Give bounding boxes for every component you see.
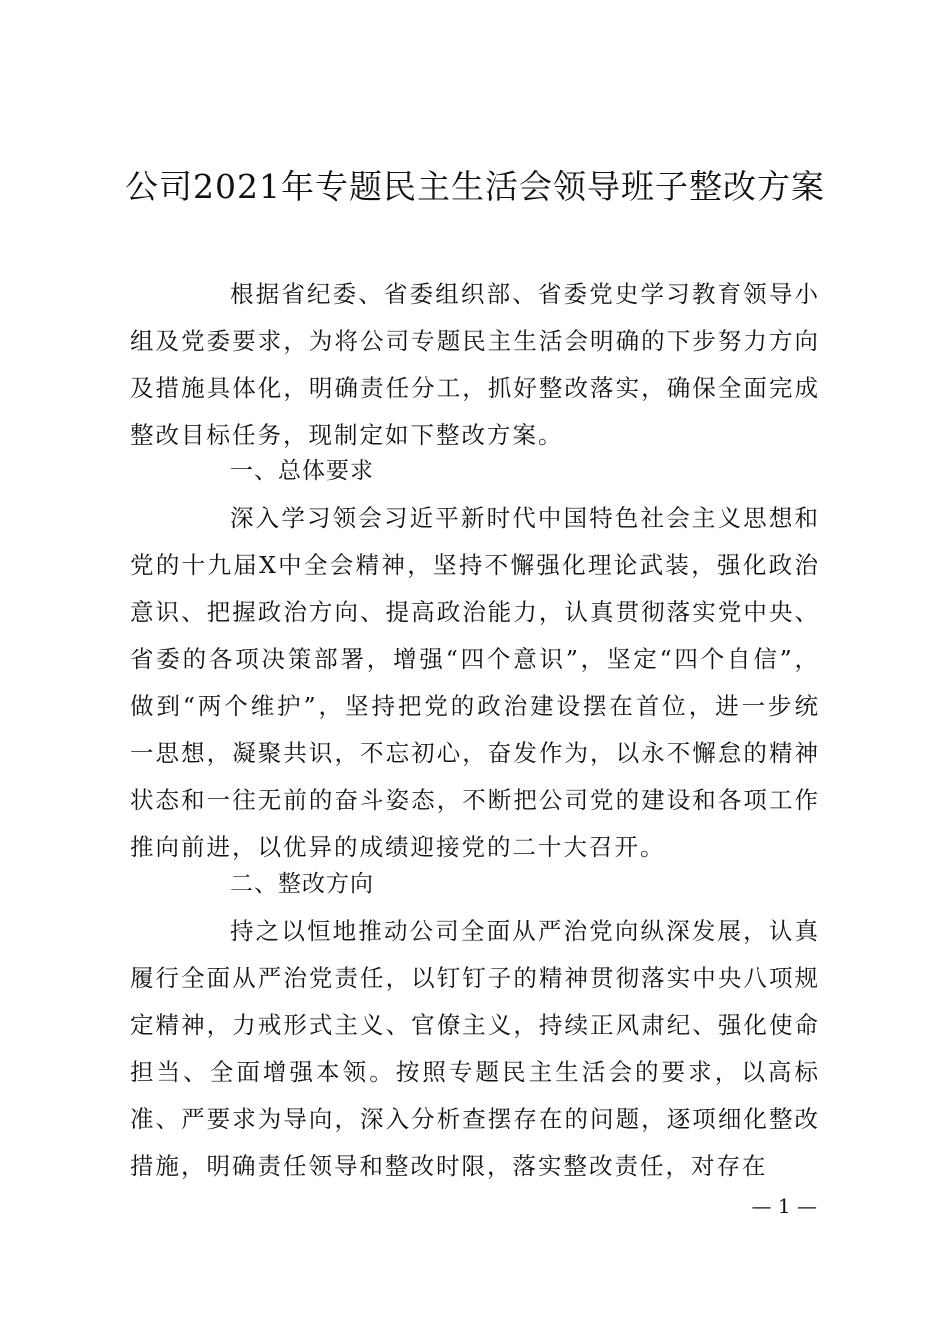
page-number: — 1 —: [751, 1194, 817, 1218]
section-body-rectification-direction: 持之以恒地推动公司全面从严治党向纵深发展，认真履行全面从严治党责任，以钉钉子的精神贯彻落实中央八项规定精神，力戒形式主义、官僚主义，持续正风肃纪、强化使命担当、全面增强本领。按照专题民主生活会的要求，以高标准、严要求为导向，深入分析查摆存在的问题，逐项细化整改措施，明确责任领导和整改时限，落实整改责任，对存在: [130, 917, 820, 1180]
intro-paragraph: 根据省纪委、省委组织部、省委党史学习教育领导小组及党委要求，为将公司专题民主生活会明确的下步努力方向及措施具体化，明确责任分工，抓好整改落实，确保全面完成整改目标任务，现制定如下整改方案。: [130, 280, 820, 449]
document-title: 公司2021年专题民主生活会领导班子整改方案: [125, 167, 825, 206]
section-heading-overall-requirements: 一、总体要求: [230, 458, 374, 484]
section-body-overall-requirements: 深入学习领会习近平新时代中国特色社会主义思想和党的十九届X中全会精神，坚持不懈强化理论武装，强化政治意识、把握政治方向、提高政治能力，认真贯彻落实党中央、省委的各项决策部署，增强“四个意识”，坚定“四个自信”，做到“两个维护”，坚持把党的政治建设摆在首位，进一步统一思想，凝聚共识，不忘初心，奋发作为，以永不懈怠的精神状态和一往无前的奋斗姿态，不断把公司党的建设和各项工作推向前进，以优异的成绩迎接党的二十大召开。: [130, 504, 820, 861]
section-heading-rectification-direction: 二、整改方向: [230, 871, 374, 897]
